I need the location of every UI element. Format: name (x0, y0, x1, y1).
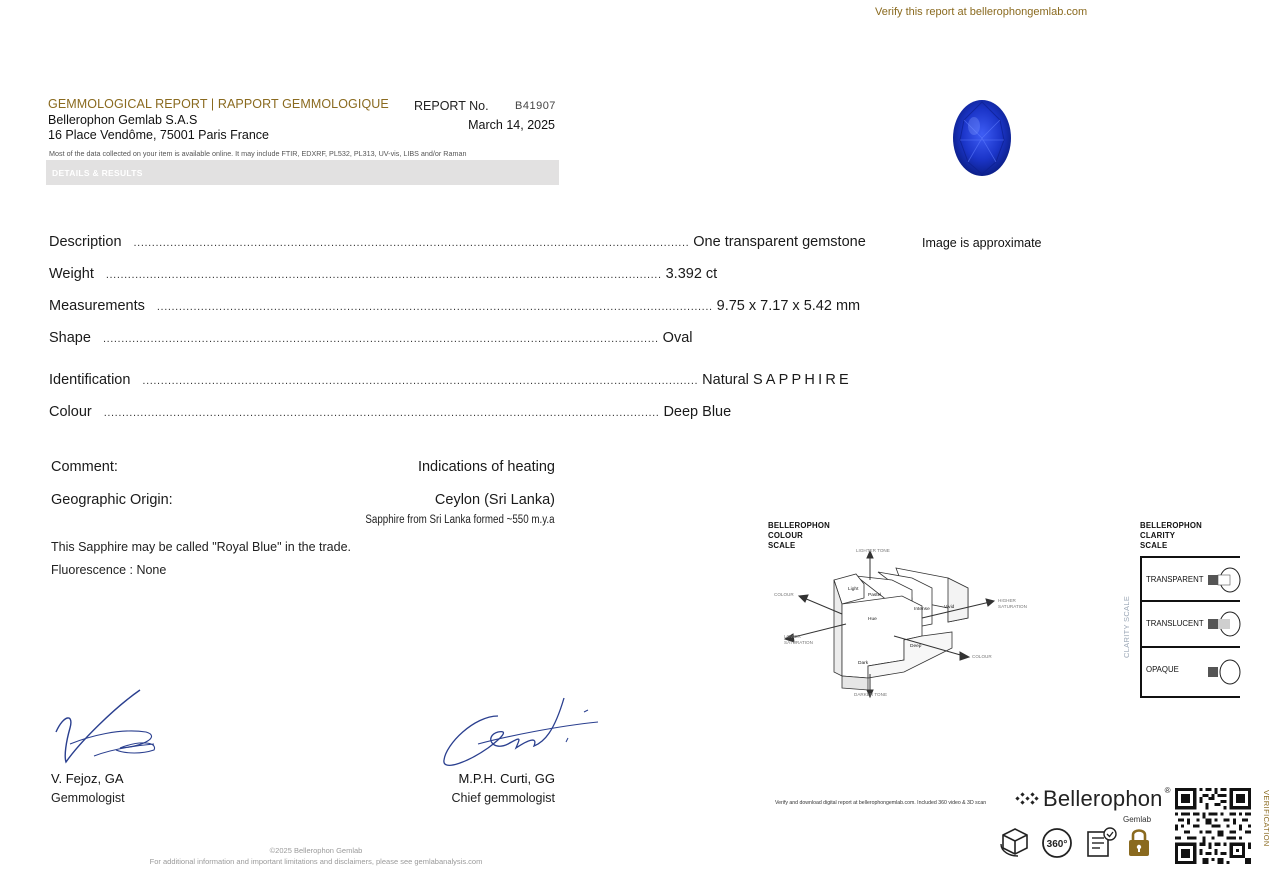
report-date: March 14, 2025 (468, 118, 555, 132)
weight-label: Weight (49, 266, 94, 282)
leader-dots: ........................................................................................................................................................ (156, 301, 713, 313)
leader-dots: ........................................................................................................................................................ (133, 237, 690, 249)
report-title: GEMMOLOGICAL REPORT | RAPPORT GEMMOLOGIQUE (48, 97, 389, 111)
colour-scale-diagram (772, 544, 1034, 700)
block-dark: Dark (858, 661, 869, 666)
block-hue: Hue (868, 617, 877, 622)
company-address: 16 Place Vendôme, 75001 Paris France (48, 127, 269, 142)
clarity-side-label: CLARITY SCALE (1122, 595, 1131, 658)
footer-copyright: ©2025 Bellerophon Gemlab (269, 846, 363, 855)
fluorescence: Fluorescence : None (51, 563, 167, 577)
bellerophon-logo-icon (1014, 790, 1040, 808)
block-intense: Intense (914, 607, 930, 612)
row-description (49, 234, 866, 252)
signature-curti (438, 692, 602, 772)
company-name: Bellerophon Gemlab S.A.S (48, 113, 198, 127)
identification-prefix: Natural (702, 372, 749, 388)
lock-icon (1126, 826, 1152, 858)
footer-disclaimer[interactable]: For additional information and important limitations and disclaimers, please see gemlabanalysis.com (149, 857, 483, 866)
clarity-level-label: TRANSLUCENT (1146, 619, 1204, 628)
colour-scale-title: BELLEROPHON COLOUR SCALE (768, 521, 830, 550)
colour-value: Deep Blue (663, 404, 732, 420)
description-value: One transparent gemstone (693, 234, 866, 250)
row-origin (51, 492, 555, 510)
gemstone-image (950, 96, 1014, 180)
origin-value: Ceylon (Sri Lanka) (434, 492, 555, 508)
comment-label: Comment: (51, 459, 118, 475)
clarity-level-label: OPAQUE (1146, 665, 1179, 674)
details-header: DETAILS & RESULTS (52, 168, 143, 178)
weight-value: 3.392 ct (665, 266, 718, 282)
svg-text:360°: 360° (1046, 839, 1068, 850)
transparent-swatch-icon (1206, 566, 1242, 594)
translucent-swatch-icon (1206, 610, 1242, 638)
360-video-icon[interactable] (1040, 826, 1074, 860)
measurements-label: Measurements (49, 298, 145, 314)
block-light: Light (848, 587, 859, 592)
leader-dots: ........................................................................................................................................................ (102, 333, 659, 345)
details-header-bar (46, 160, 559, 185)
identification-species: SAPPHIRE (752, 372, 852, 388)
signer-role: Gemmologist (51, 791, 125, 805)
colour-label: Colour (49, 404, 92, 420)
shape-label: Shape (49, 330, 91, 346)
leader-dots: ........................................................................................................................................................ (142, 375, 699, 387)
clarity-opaque (1140, 648, 1240, 698)
row-measurements (49, 298, 861, 316)
row-shape (49, 330, 693, 348)
lower-saturation-label: LOWER (784, 634, 801, 639)
origin-note: Sapphire from Sri Lanka formed ~550 m.y.a (365, 514, 555, 526)
shape-value: Oval (662, 330, 693, 346)
comment-value: Indications of heating (417, 459, 555, 475)
leader-dots: ........................................................................................................................................................ (103, 407, 660, 419)
signer-name: V. Fejoz, GA (51, 771, 124, 786)
signer-left (51, 771, 125, 805)
brand-sub: Gemlab (1123, 815, 1152, 824)
colour-right-label: COLOUR (972, 654, 992, 659)
report-number-label: REPORT No. (414, 99, 489, 113)
verification-side-label: VERIFICATION (1262, 790, 1271, 847)
svg-text:SATURATION: SATURATION (784, 640, 813, 645)
qr-code[interactable] (1173, 788, 1253, 864)
row-comment (51, 459, 555, 477)
clarity-scale-title: BELLEROPHON CLARITY SCALE (1140, 521, 1202, 550)
block-pastel: Pastel (868, 593, 882, 598)
verify-link[interactable]: Verify this report at bellerophongemlab.com (875, 6, 1088, 18)
row-weight (49, 266, 718, 284)
darker-tone-label: DARKER TONE (854, 692, 888, 697)
signer-role: Chief gemmologist (451, 791, 555, 805)
identification-label: Identification (49, 372, 131, 388)
measurements-value: 9.75 x 7.17 x 5.42 mm (716, 298, 861, 314)
higher-saturation-label: HIGHER (998, 598, 1016, 603)
report-number: B41907 (515, 100, 556, 112)
clarity-level-label: TRANSPARENT (1146, 575, 1204, 584)
origin-label: Geographic Origin: (51, 492, 173, 508)
signer-name: M.P.H. Curti, GG (458, 771, 555, 786)
3d-scan-icon[interactable] (998, 826, 1032, 858)
leader-dots: ........................................................................................................................................................ (105, 269, 662, 281)
trade-note: This Sapphire may be called "Royal Blue" in the trade. (51, 540, 352, 554)
company-block (48, 113, 269, 142)
opaque-swatch-icon (1206, 658, 1242, 686)
clarity-transparent (1140, 556, 1240, 602)
signature-fejoz (50, 684, 162, 768)
svg-text:SATURATION: SATURATION (998, 604, 1027, 609)
image-caption: Image is approximate (922, 236, 1042, 250)
colour-left-label: COLOUR (774, 592, 794, 597)
description-label: Description (49, 234, 122, 250)
certificate-icon[interactable] (1084, 826, 1120, 858)
row-identification (49, 372, 852, 390)
lighter-tone-label: LIGHTER TONE (856, 548, 890, 553)
block-deep: Deep (910, 644, 922, 649)
signer-right (451, 771, 555, 805)
block-vivid: Vivid (944, 605, 955, 610)
brand-name: Bellerophon ® (1043, 786, 1171, 811)
identification-value (702, 372, 852, 388)
row-colour (49, 404, 732, 422)
download-note[interactable]: Verify and download digital report at bellerophongemlab.com. Included 360 video & 3D scan (775, 800, 987, 806)
registered-mark: ® (1164, 786, 1171, 795)
data-note: Most of the data collected on your item is available online. It may include FTIR, EDXRF, PL532, PL313, UV-vis, LIBS and/or Raman (49, 149, 467, 158)
clarity-translucent (1140, 602, 1240, 648)
